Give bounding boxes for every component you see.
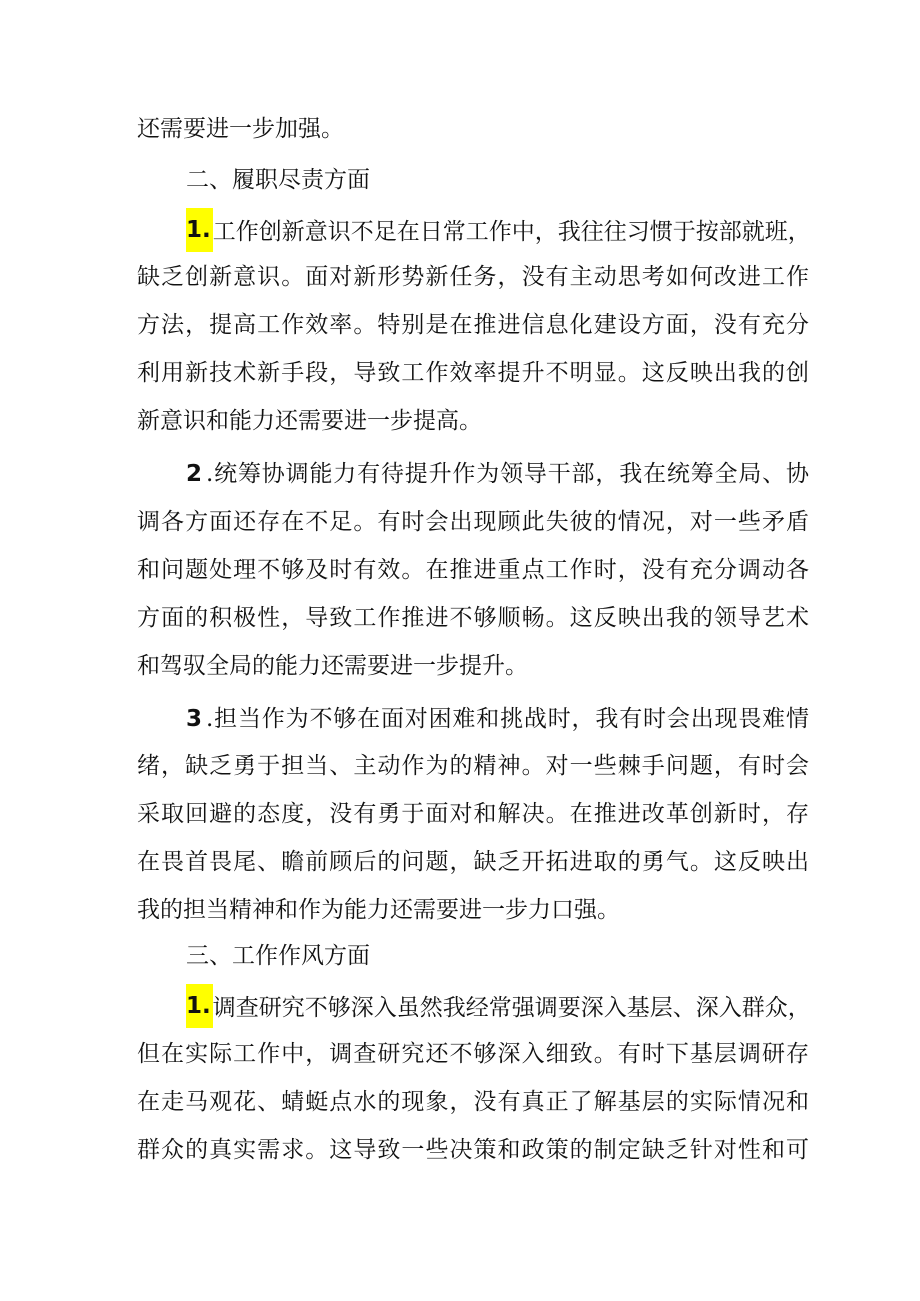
section-heading: 三、工作作风方面 [186,943,370,969]
item-number-highlight: 1. [186,208,213,252]
text-line: 利用新技术新手段，导致工作效率提升不明显。这反映出我的创 [137,360,809,386]
text-line: 和驾驭全局的能力还需要进一步提升。 [137,653,528,679]
text-run: 调查研究不够深入虽然我经常强调要深入基层、深入群众， [212,995,811,1021]
text-line: 调各方面还存在不足。有时会出现顾此失彼的情况，对一些矛盾 [137,509,809,535]
list-item-first-line [186,214,809,246]
text-line: 在畏首畏尾、瞻前顾后的问题，缺乏开拓进取的勇气。这反映出 [137,849,809,875]
text-line: 群众的真实需求。这导致一些决策和政策的制定缺乏针对性和可 [137,1137,809,1163]
text-line: 方面的积极性，导致工作推进不够顺畅。这反映出我的领导艺术 [137,605,809,631]
text-line: 我的担当精神和作为能力还需要进一步力口强。 [137,897,620,923]
item-number: 3 [186,706,203,732]
text-line: 还需要进一步加强。 [137,116,344,142]
text-line: 新意识和能力还需要进一步提高。 [137,408,482,434]
text-run: .统筹协调能力有待提升作为领导干部，我在统筹全局、协 [206,461,809,487]
text-line: 方法，提高工作效率。特别是在推进信息化建设方面，没有充分 [137,312,809,338]
list-item-first-line [186,458,809,490]
text-line: 但在实际工作中，调查研究还不够深入细致。有时下基层调研存 [137,1041,809,1067]
text-line: 和问题处理不够及时有效。在推进重点工作时，没有充分调动各 [137,557,809,583]
text-line: 采取回避的态度，没有勇于面对和解决。在推进改革创新时，存 [137,801,809,827]
text-line: 缺乏创新意识。面对新形势新任务，没有主动思考如何改进工作 [137,264,809,290]
text-line: 在走马观花、蜻蜓点水的现象，没有真正了解基层的实际情况和 [137,1089,809,1115]
section-heading: 二、履职尽责方面 [186,167,370,193]
list-item-first-line [186,703,809,735]
list-item-first-line [186,990,809,1022]
text-run: .担当作为不够在面对困难和挑战时，我有时会出现畏难情 [206,706,809,732]
item-number-highlight: 1. [186,984,213,1028]
text-run: 工作创新意识不足在日常工作中，我往往习惯于按部就班， [212,219,811,245]
item-number: 2 [186,461,203,487]
text-line: 绪，缺乏勇于担当、主动作为的精神。对一些棘手问题，有时会 [137,753,809,779]
